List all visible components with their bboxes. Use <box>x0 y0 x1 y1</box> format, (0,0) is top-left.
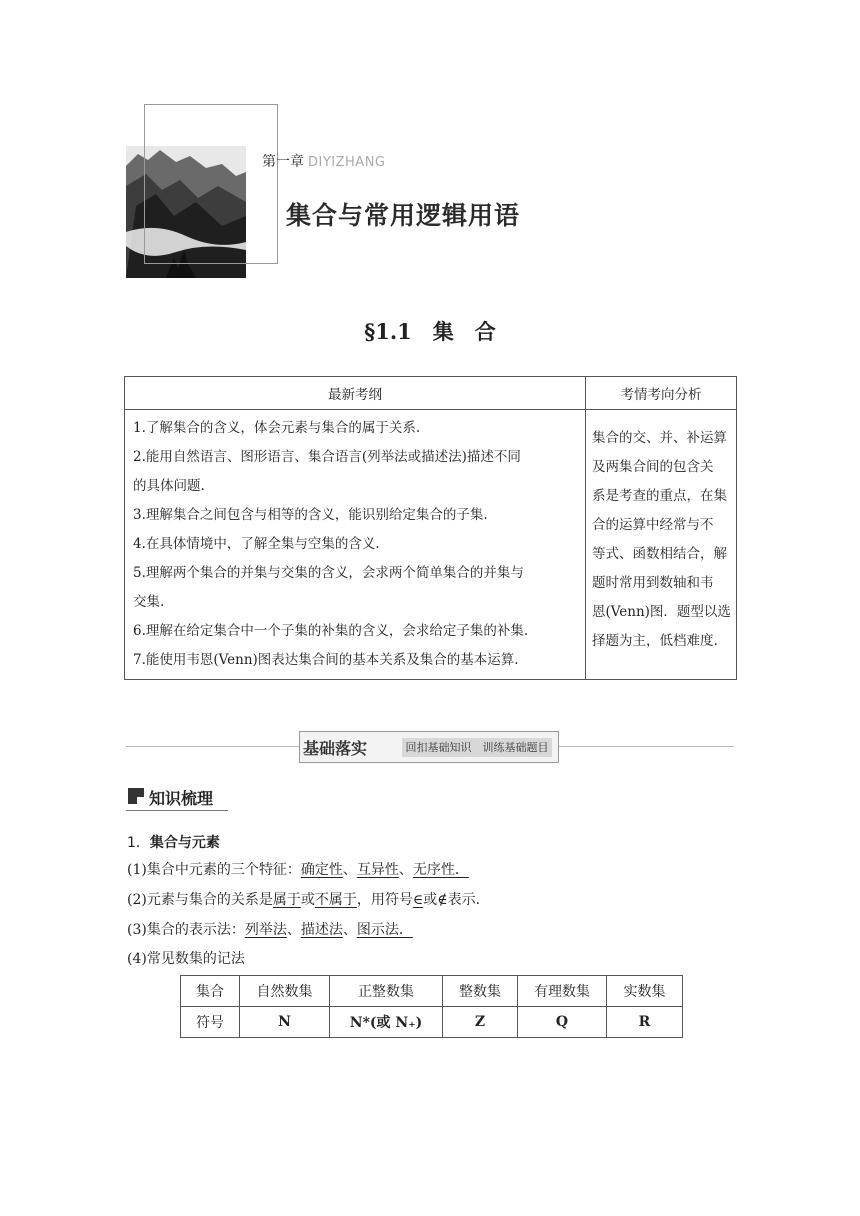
table-cell: 正整数集 <box>330 976 443 1007</box>
outline-cell <box>125 410 586 680</box>
table-cell: 实数集 <box>607 976 683 1007</box>
paragraph-4: (4)常见数集的记法 <box>127 951 245 967</box>
chapter-label <box>262 151 386 171</box>
answer-blank: 描述法 <box>300 922 343 938</box>
heading-text: 集合与元素 <box>149 835 220 851</box>
text: (3)集合的表示法： <box>127 922 245 938</box>
banner-subtitle: 回扣基础知识 训练基础题目 <box>402 738 552 757</box>
answer-blank: 无序性． <box>412 862 469 878</box>
table-cell: N*(或 N₊) <box>330 1007 443 1038</box>
text: 、 <box>342 862 357 878</box>
table-cell: 自然数集 <box>240 976 330 1007</box>
analysis-line: 题时常用到数轴和韦 <box>592 575 714 591</box>
header-analysis: 考情考向分析 <box>586 377 737 410</box>
outline-line: 4.在具体情境中，了解全集与空集的含义. <box>133 536 380 552</box>
analysis-line: 恩(Venn)图．题型以选 <box>592 604 731 620</box>
section-title: §1.1 集 合 <box>364 319 496 344</box>
answer-blank: ∈ <box>412 892 424 908</box>
knowledge-underline <box>126 810 228 811</box>
outline-line: 的具体问题. <box>133 478 205 494</box>
outline-line: 3.理解集合之间包含与相等的含义，能识别给定集合的子集. <box>133 507 488 523</box>
table-cell: R <box>607 1007 683 1038</box>
outline-line: 1.了解集合的含义，体会元素与集合的属于关系. <box>133 420 421 436</box>
outline-line: 6.理解在给定集合中一个子集的补集的含义，会求给定子集的补集. <box>133 623 529 639</box>
square-icon <box>128 788 144 804</box>
chapter-number: 第一章 <box>262 154 304 170</box>
text: (2)元素与集合的关系是 <box>127 892 273 908</box>
table-cell: 集合 <box>181 976 240 1007</box>
text: 表示. <box>447 892 481 908</box>
paragraph-1 <box>127 859 469 879</box>
answer-blank: 确定性 <box>300 862 343 878</box>
table-cell: Q <box>518 1007 607 1038</box>
outline-line: 2.能用自然语言、图形语言、集合语言(列举法或描述法)描述不同 <box>133 449 521 465</box>
table-cell: 有理数集 <box>518 976 607 1007</box>
table-cell: 整数集 <box>443 976 518 1007</box>
outline-line: 7.能使用韦恩(Venn)图表达集合间的基本关系及集合的基本运算. <box>133 652 519 668</box>
answer-blank: 图示法． <box>356 922 413 938</box>
analysis-line: 集合的交、并、补运算 <box>592 430 727 446</box>
banner-rule-left <box>126 746 299 747</box>
analysis-line: 合的运算中经常与不 <box>592 517 714 533</box>
analysis-line: 系是考查的重点，在集 <box>592 488 727 504</box>
number-sets-table <box>180 975 683 1038</box>
exam-outline-table <box>124 376 737 680</box>
subsection-heading <box>127 832 220 852</box>
paragraph-2 <box>127 889 480 909</box>
answer-blank: 属于 <box>272 892 301 908</box>
text: 或 <box>300 892 315 908</box>
paragraph-3 <box>127 919 413 939</box>
analysis-line: 等式、函数相结合，解 <box>592 546 727 562</box>
answer-blank: 互异性 <box>356 862 399 878</box>
table-cell: Z <box>443 1007 518 1038</box>
text: (1)集合中元素的三个特征： <box>127 862 301 878</box>
analysis-cell <box>586 410 737 680</box>
outline-line: 交集. <box>133 594 165 610</box>
text: ，用符号 <box>356 892 413 908</box>
chapter-frame <box>144 104 278 264</box>
chapter-title: 集合与常用逻辑用语 <box>286 201 521 230</box>
banner-rule-right <box>559 746 734 747</box>
header-outline: 最新考纲 <box>125 377 586 410</box>
table-cell: N <box>240 1007 330 1038</box>
chapter-pinyin: DIYIZHANG <box>308 155 386 170</box>
text: 或 <box>423 892 438 908</box>
answer-blank: 列举法 <box>244 922 287 938</box>
table-cell: 符号 <box>181 1007 240 1038</box>
text: 、 <box>398 862 413 878</box>
banner-title: 基础落实 <box>303 739 368 758</box>
knowledge-title: 知识梳理 <box>149 789 214 808</box>
analysis-line: 择题为主，低档难度. <box>592 633 718 649</box>
not-in-symbol: ∉ <box>437 892 448 908</box>
outline-line: 5.理解两个集合的并集与交集的含义，会求两个简单集合的并集与 <box>133 565 524 581</box>
analysis-line: 及两集合间的包含关 <box>592 459 714 475</box>
heading-number: 1． <box>127 835 150 851</box>
text: 、 <box>286 922 301 938</box>
text: 、 <box>342 922 357 938</box>
answer-blank: 不属于 <box>314 892 357 908</box>
